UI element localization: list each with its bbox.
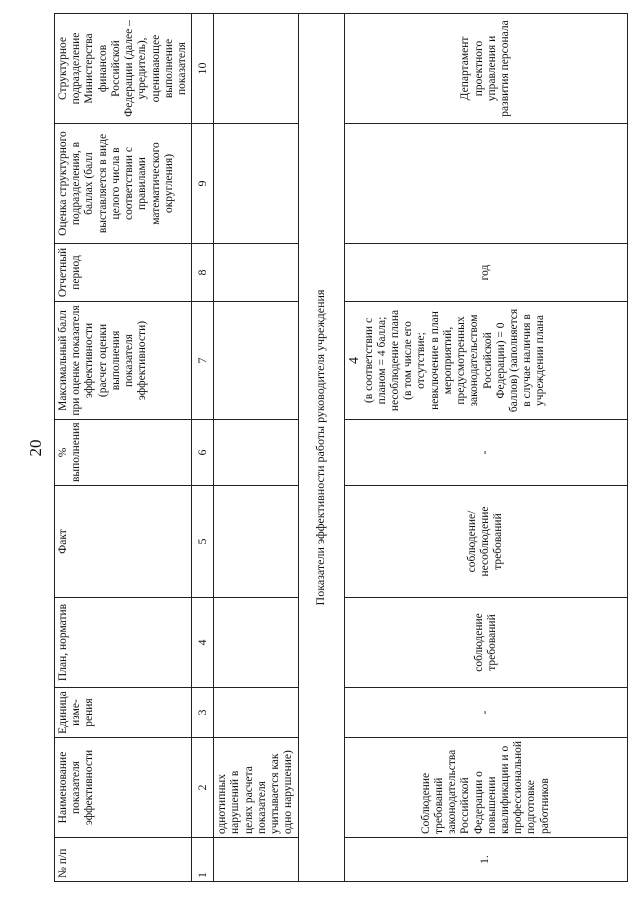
rotated-table-wrapper	[54, 14, 628, 882]
row1-max-score-text: (в соответствии с планом = 4 балла; несоблюдение плана (в том числе его отсутствие; невключение в план мероприятий, предусмотренных законодательством Российской Федерации) = 0 баллов) (заполняется в случае наличия в учреждении плана	[362, 308, 547, 413]
section-title: Показатели эффективности работы руководителя учреждения	[298, 14, 344, 882]
row1-max-score	[344, 302, 628, 420]
header-unit: Единица изме-рения	[55, 688, 192, 738]
row1-percent: -	[344, 420, 628, 486]
col-number: 5	[192, 486, 214, 598]
cell-empty	[214, 486, 298, 598]
page-number: 20	[26, 439, 45, 457]
cell-empty	[214, 14, 298, 124]
cell-empty	[214, 124, 298, 244]
header-percent: % выполнения	[55, 420, 192, 486]
col-number: 3	[192, 688, 214, 738]
header-max-score: Максимальный балл при оценке показателя эффективности (расчет оценки выполнения показателя эффективности)	[55, 302, 192, 420]
header-department: Структурное подразделение Министерства финансов Российской Федерации (далее – учредитель), оценивающее выполнение показателя	[55, 14, 192, 124]
col-number: 1	[192, 838, 214, 882]
row1-evaluation	[344, 124, 628, 244]
row1-department: Департамент проектного управления и развития персонала	[344, 14, 628, 124]
row1-num: 1.	[344, 838, 628, 882]
cell-empty	[214, 688, 298, 738]
row1-unit: -	[344, 688, 628, 738]
header-evaluation: Оценка структурного подразделения, в баллах (балл выставляется в виде целого числа в соответствии с правилами математического округления)	[55, 124, 192, 244]
col-number: 4	[192, 598, 214, 688]
cell-empty	[214, 598, 298, 688]
section-row	[298, 14, 344, 882]
header-fact: Факт	[55, 486, 192, 598]
row1-plan: соблюдение требований	[344, 598, 628, 688]
indicator-row-1	[344, 14, 628, 882]
continuation-row	[214, 14, 298, 882]
header-num: № п/п	[55, 838, 192, 882]
row1-max-score-value: 4	[346, 357, 362, 364]
header-row	[55, 14, 192, 882]
col-number: 7	[192, 302, 214, 420]
page	[54, 0, 629, 905]
cell-empty	[214, 302, 298, 420]
efficiency-table	[54, 13, 628, 882]
cell-empty	[214, 244, 298, 302]
row1-fact: соблюдение/ несоблюдение требований	[344, 486, 628, 598]
col-number: 8	[192, 244, 214, 302]
header-period: Отчетный период	[55, 244, 192, 302]
header-name: Наименование показателя эффективности	[55, 738, 192, 838]
cell-empty	[214, 420, 298, 486]
col-number: 2	[192, 738, 214, 838]
column-number-row	[192, 14, 214, 882]
col-number: 10	[192, 14, 214, 124]
col-number: 6	[192, 420, 214, 486]
col-number: 9	[192, 124, 214, 244]
row1-name: Соблюдение требований законодательства Российской Федерации о повышении квалификации и о профессиональной подготовке работников	[344, 738, 628, 838]
header-plan: План, норматив	[55, 598, 192, 688]
continuation-name: однотипных нарушений в целях расчета показателя учитывается как одно нарушение)	[214, 738, 298, 838]
row1-period: год	[344, 244, 628, 302]
cell-empty	[214, 838, 298, 882]
